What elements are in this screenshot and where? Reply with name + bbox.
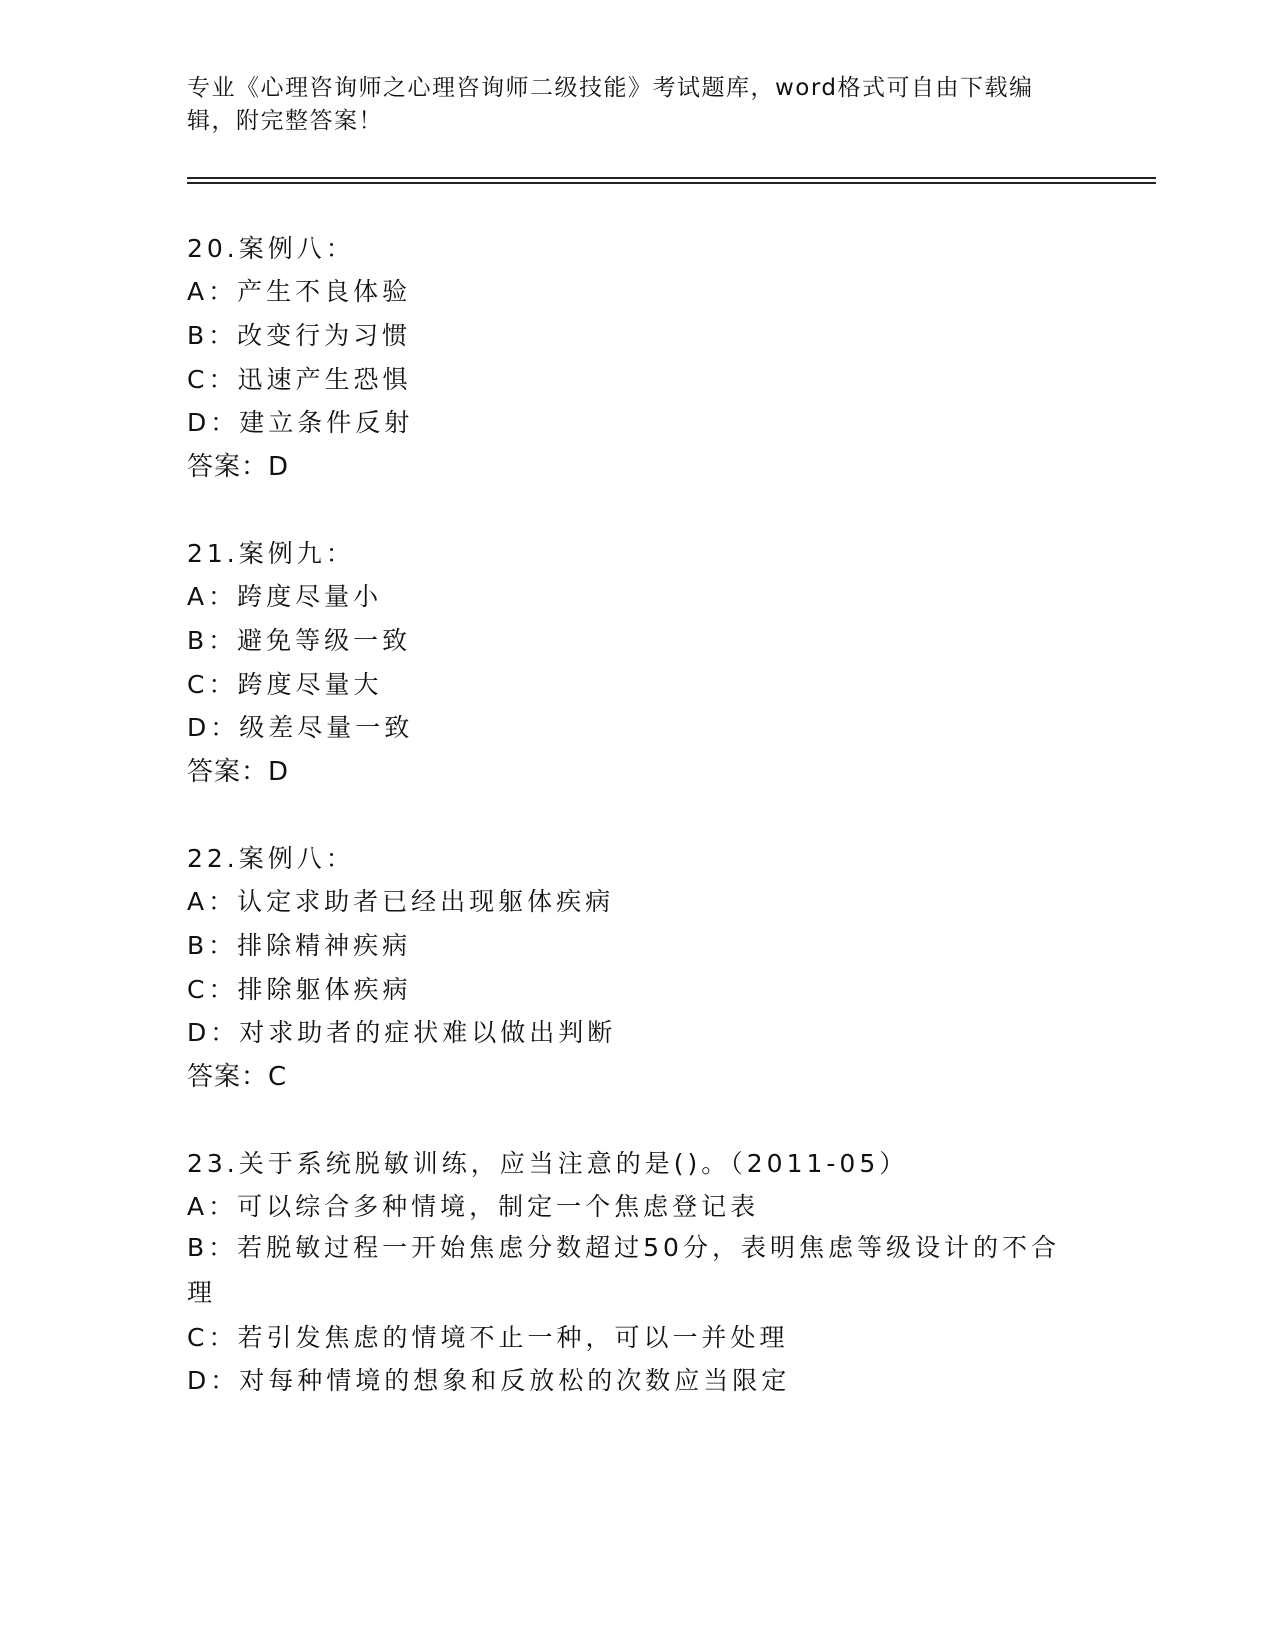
question-20-stem: 20.案例八： [187,234,355,263]
question-21-option-b: B：避免等级一致 [187,626,412,655]
question-20-option-a: A：产生不良体验 [187,277,412,306]
question-20-option-d: D：建立条件反射 [187,408,414,437]
question-22-option-d: D：对求助者的症状难以做出判断 [187,1018,617,1047]
question-22-stem: 22.案例八： [187,844,355,873]
question-22-option-b: B：排除精神疾病 [187,931,412,960]
question-23-option-b: B：若脱敏过程一开始焦虑分数超过50分，表明焦虑等级设计的不合理 [187,1233,1060,1307]
question-23-option-c: C：若引发焦虑的情境不止一种，可以一并处理 [187,1323,789,1352]
question-21-answer: 答案：D [187,757,290,787]
document-header: 专业《心理咨询师之心理咨询师二级技能》考试题库，word格式可自由下载编辑，附完整答案！ [187,75,1034,134]
question-23-option-a: A：可以综合多种情境，制定一个焦虑登记表 [187,1192,760,1221]
question-21-option-d: D：级差尽量一致 [187,713,414,742]
question-20-answer: 答案：D [187,452,290,482]
question-22-option-a: A：认定求助者已经出现躯体疾病 [187,887,615,916]
question-21-option-a: A：跨度尽量小 [187,582,383,611]
question-23-option-d: D：对每种情境的想象和反放松的次数应当限定 [187,1366,791,1395]
question-21-option-c: C：跨度尽量大 [187,670,383,699]
question-20-option-b: B：改变行为习惯 [187,321,412,350]
header-divider-top [187,177,1156,179]
header-divider-bottom [187,182,1156,184]
question-22-option-c: C：排除躯体疾病 [187,975,412,1004]
question-20-option-c: C：迅速产生恐惧 [187,365,412,394]
question-23-stem: 23.关于系统脱敏训练，应当注意的是()。（2011-05） [187,1149,909,1178]
question-22-answer: 答案：C [187,1062,288,1092]
question-21-stem: 21.案例九： [187,539,355,568]
